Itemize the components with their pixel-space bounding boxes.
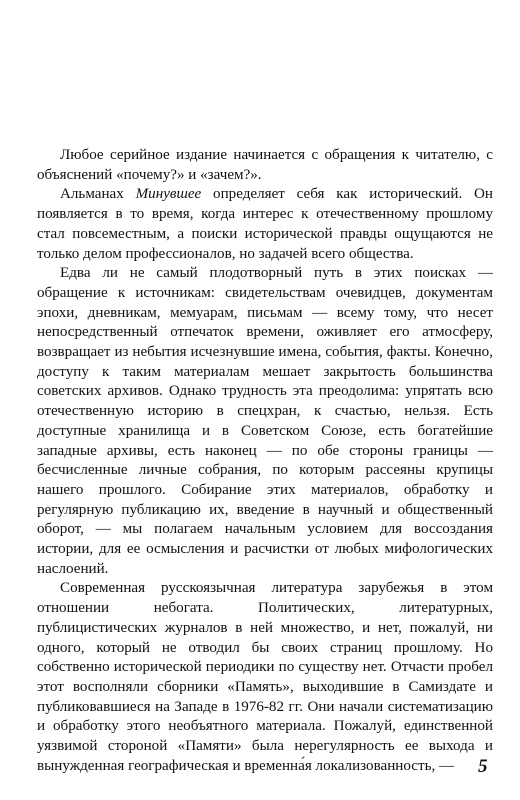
almanac-text-start: Альманах (60, 186, 136, 203)
page-number: 5 (478, 756, 488, 777)
almanac-title: Минувшее (135, 186, 202, 203)
paragraph-sources: Едва ли не самый плодотворный путь в этих поисках — обращение к источникам: свидетельствам очевидцев, документам эпохи, дневникам, мемуарам, письмам — всему тому, что несет непосредственный отпечаток времени, оживляет его атмосферу, возвращает из небытия исчезнувшие имена, события, факты. Конечно, доступу к таким материалам мешает закрытость большинства советских архивов. Однако трудность эта преодолима: упрятать всю отечественную историю в спецхран, к счастью, нельзя. Есть доступные хранилища и в Советском Союзе, есть богатейшие западные архивы, есть наконец — по обе стороны границы — бесчисленные личные собрания, по которым рассеяны крупицы нашего прошлого. Собирание этих материалов, обработку и регулярную публикацию их, введение в научный и общественный оборот, — мы полагаем начальным условием для воссоздания истории, для ее осмысления и расчистки от любых мифологических наслоений. (37, 265, 493, 577)
body-text (37, 146, 493, 777)
paragraph-literature: Современная русскоязычная литература зарубежья в этом отношении небогата. Политических, литературных, публицистических журналов в ней множество, и нет, пожалуй, ни одного, который не отводил бы своих страниц прошлому. Но собственно исторической периодики по существу нет. Отчасти пробел этот восполняли сборники «Память», выходившие в Самиздате и публиковавшиеся на Западе в 1976-82 гг. Они начали систематизацию и обработку этого необъятного материала. Пожалуй, единственной уязвимой стороной «Памяти» была нерегулярность ее выхода и вынужденная географическая и временна́я локализованность, — (37, 580, 493, 774)
paragraph-intro: Любое серийное издание начинается с обращения к читателю, с объяснений «почему?» и «зачем?». (37, 147, 493, 183)
almanac-text-end: определяет себя как исторический. Он появляется в то время, когда интерес к отечественному прошлому стал повсеместным, а поиски исторической правды ощущаются не только делом профессионалов, но задачей всего общества. (37, 186, 493, 262)
paragraph-almanac (37, 185, 493, 264)
